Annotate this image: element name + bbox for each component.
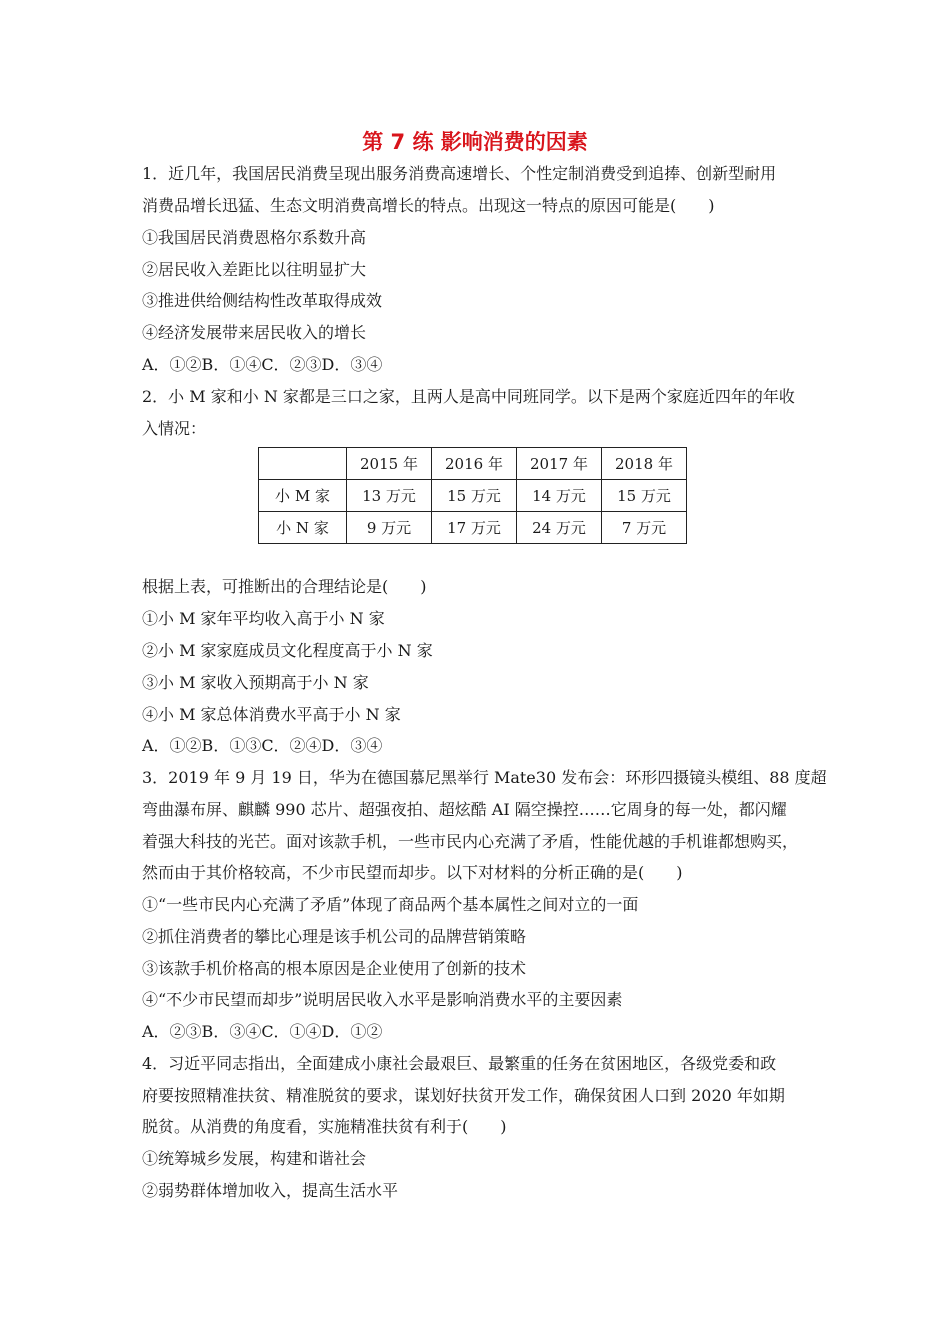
q2-answer-choices: A．①②B．①③C．②④D．③④ (142, 736, 383, 755)
page-title: 第 7 练 影响消费的因素 (362, 130, 588, 154)
q2-after-table: 根据上表，可推断出的合理结论是( ) (142, 577, 427, 596)
table-cell: 13 万元 (347, 480, 432, 512)
q1-option-1: ①我国居民消费恩格尔系数升高 (142, 228, 367, 247)
q3-option-2: ②抓住消费者的攀比心理是该手机公司的品牌营销策略 (142, 927, 527, 946)
q3-option-4: ④“不少市民望而却步”说明居民收入水平是影响消费水平的主要因素 (142, 990, 623, 1009)
q4-stem-line-1: 4．习近平同志指出，全面建成小康社会最艰巨、最繁重的任务在贫困地区，各级党委和政 (142, 1054, 777, 1073)
q2-option-4: ④小 M 家总体消费水平高于小 N 家 (142, 705, 401, 724)
q3-option-1: ①“一些市民内心充满了矛盾”体现了商品两个基本属性之间对立的一面 (142, 895, 639, 914)
table-cell: 17 万元 (432, 512, 517, 544)
q4-option-2: ②弱势群体增加收入，提高生活水平 (142, 1181, 399, 1200)
q2-option-3: ③小 M 家收入预期高于小 N 家 (142, 673, 369, 692)
q4-stem-line-3: 脱贫。从消费的角度看，实施精准扶贫有利于( ) (142, 1117, 507, 1136)
table-cell: 15 万元 (432, 480, 517, 512)
table-cell: 9 万元 (347, 512, 432, 544)
q2-stem-line-2: 入情况： (142, 419, 207, 438)
table-header-cell (259, 448, 347, 480)
table-cell: 小 M 家 (259, 480, 347, 512)
q4-option-1: ①统筹城乡发展，构建和谐社会 (142, 1149, 367, 1168)
table-cell: 14 万元 (517, 480, 602, 512)
q3-option-3: ③该款手机价格高的根本原因是企业使用了创新的技术 (142, 959, 527, 978)
table-row (259, 512, 687, 544)
q3-stem-line-3: 着强大科技的光芒。面对该款手机，一些市民内心充满了矛盾，性能优越的手机谁都想购买， (142, 832, 799, 851)
table-cell: 7 万元 (602, 512, 687, 544)
q3-stem-line-4: 然而由于其价格较高，不少市民望而却步。以下对材料的分析正确的是( ) (142, 863, 683, 882)
income-table (258, 447, 687, 544)
q1-option-3: ③推进供给侧结构性改革取得成效 (142, 291, 383, 310)
table-header-cell: 2017 年 (517, 448, 602, 480)
table-cell: 15 万元 (602, 480, 687, 512)
table-cell: 24 万元 (517, 512, 602, 544)
q4-stem-line-2: 府要按照精准扶贫、精准脱贫的要求，谋划好扶贫开发工作，确保贫困人口到 2020 年如期 (142, 1086, 785, 1105)
table-row (259, 480, 687, 512)
table-header-cell: 2016 年 (432, 448, 517, 480)
q3-stem-line-1: 3．2019 年 9 月 19 日，华为在德国慕尼黑举行 Mate30 发布会：环形四摄镜头模组、88 度超 (142, 768, 827, 787)
q2-stem-line-1: 2．小 M 家和小 N 家都是三口之家，且两人是高中同班同学。以下是两个家庭近四年的年收 (142, 387, 795, 406)
table-cell: 小 N 家 (259, 512, 347, 544)
q2-option-1: ①小 M 家年平均收入高于小 N 家 (142, 609, 385, 628)
q2-option-2: ②小 M 家家庭成员文化程度高于小 N 家 (142, 641, 433, 660)
table-header-cell: 2015 年 (347, 448, 432, 480)
q1-answer-choices: A．①②B．①④C．②③D．③④ (142, 355, 383, 374)
q3-answer-choices: A．②③B．③④C．①④D．①② (142, 1022, 383, 1041)
q1-option-4: ④经济发展带来居民收入的增长 (142, 323, 367, 342)
q3-stem-line-2: 弯曲瀑布屏、麒麟 990 芯片、超强夜拍、超炫酷 AI 隔空操控……它周身的每一处，都闪耀 (142, 800, 787, 819)
table-header-cell: 2018 年 (602, 448, 687, 480)
table-header-row (259, 448, 687, 480)
q1-stem-line-1: 1．近几年，我国居民消费呈现出服务消费高速增长、个性定制消费受到追捧、创新型耐用 (142, 164, 777, 183)
q1-option-2: ②居民收入差距比以往明显扩大 (142, 260, 367, 279)
q1-stem-line-2: 消费品增长迅猛、生态文明消费高增长的特点。出现这一特点的原因可能是( ) (142, 196, 715, 215)
